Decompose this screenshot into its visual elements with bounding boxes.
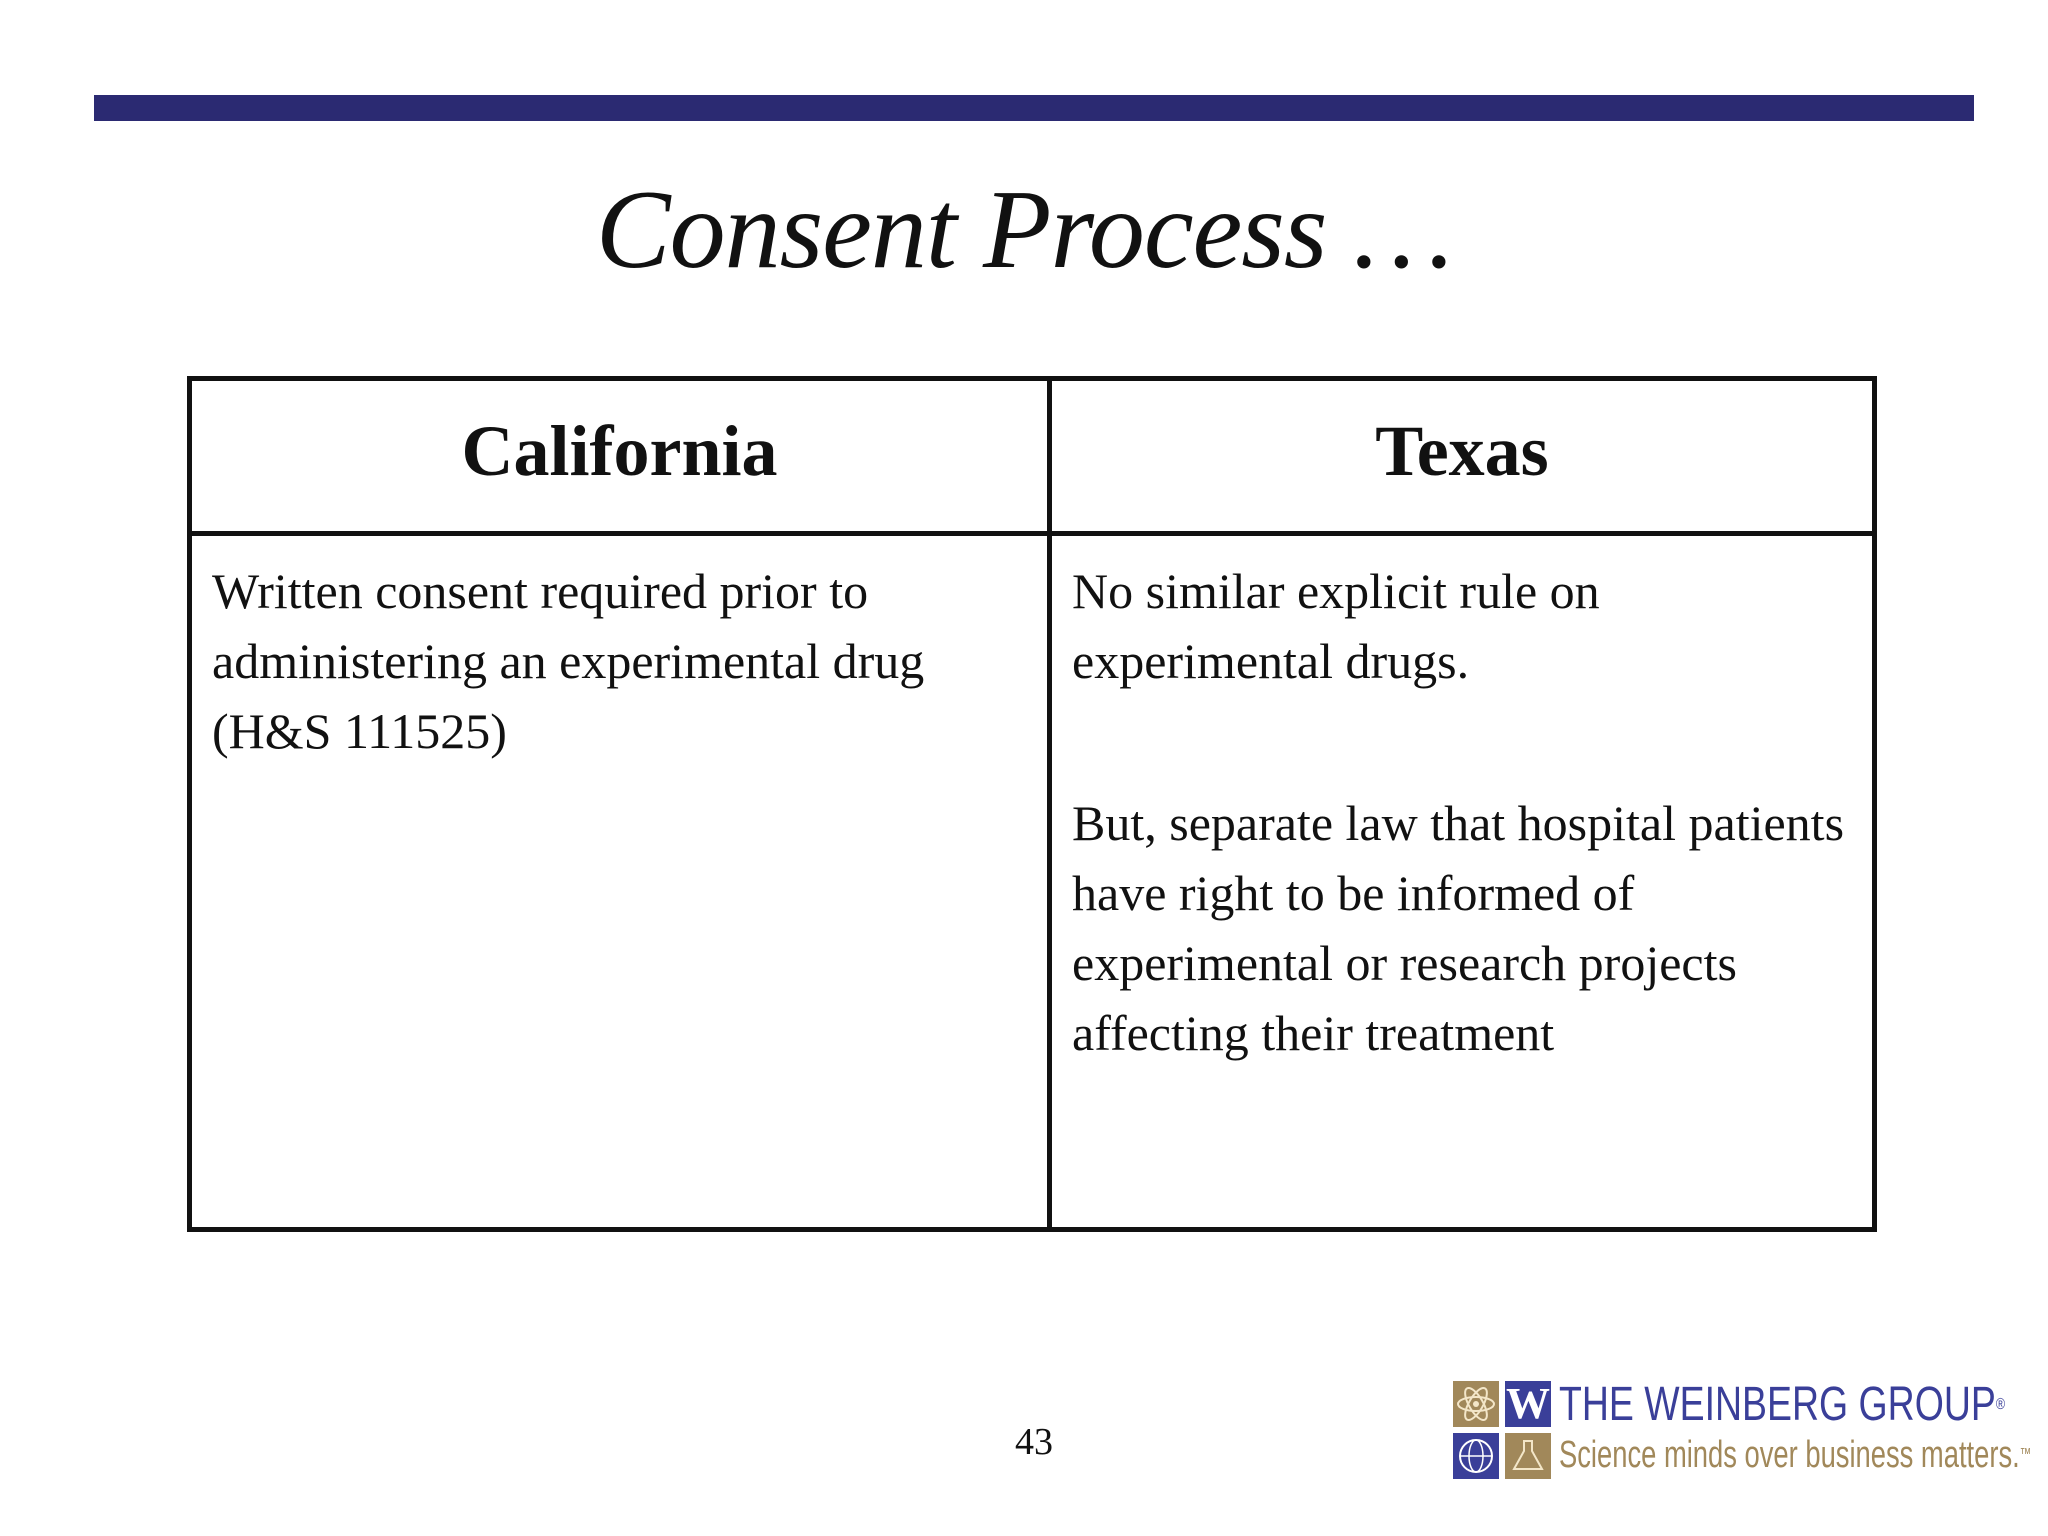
logo-tagline: Science minds over business matters.™ xyxy=(1559,1434,2032,1476)
comparison-table xyxy=(187,376,1877,1232)
flask-tile-icon xyxy=(1505,1433,1551,1479)
logo-letter: W xyxy=(1506,1379,1550,1428)
weinberg-group-logo xyxy=(1453,1378,2032,1481)
texas-cell xyxy=(1052,536,1872,1227)
logo-mark-icon xyxy=(1453,1381,1553,1481)
header-texas: Texas xyxy=(1052,381,1872,536)
logo-company-name: THE WEINBERG GROUP® xyxy=(1559,1378,2006,1431)
california-text: Written consent required prior to administering an experimental drug (H&S 111525) xyxy=(212,563,925,759)
page-number: 43 xyxy=(1015,1421,1053,1463)
globe-tile-icon xyxy=(1453,1433,1499,1479)
texas-text-1: No similar explicit rule on experimental drugs. xyxy=(1072,563,1600,689)
california-cell xyxy=(192,536,1052,1227)
atom-tile-icon xyxy=(1453,1381,1499,1427)
slide-title: Consent Process … xyxy=(595,168,1453,292)
texas-text-2: But, separate law that hospital patients have right to be informed of experimental or research projects affecting their treatment xyxy=(1072,795,1845,1061)
header-california: California xyxy=(192,381,1052,536)
header-accent-bar xyxy=(94,95,1974,121)
